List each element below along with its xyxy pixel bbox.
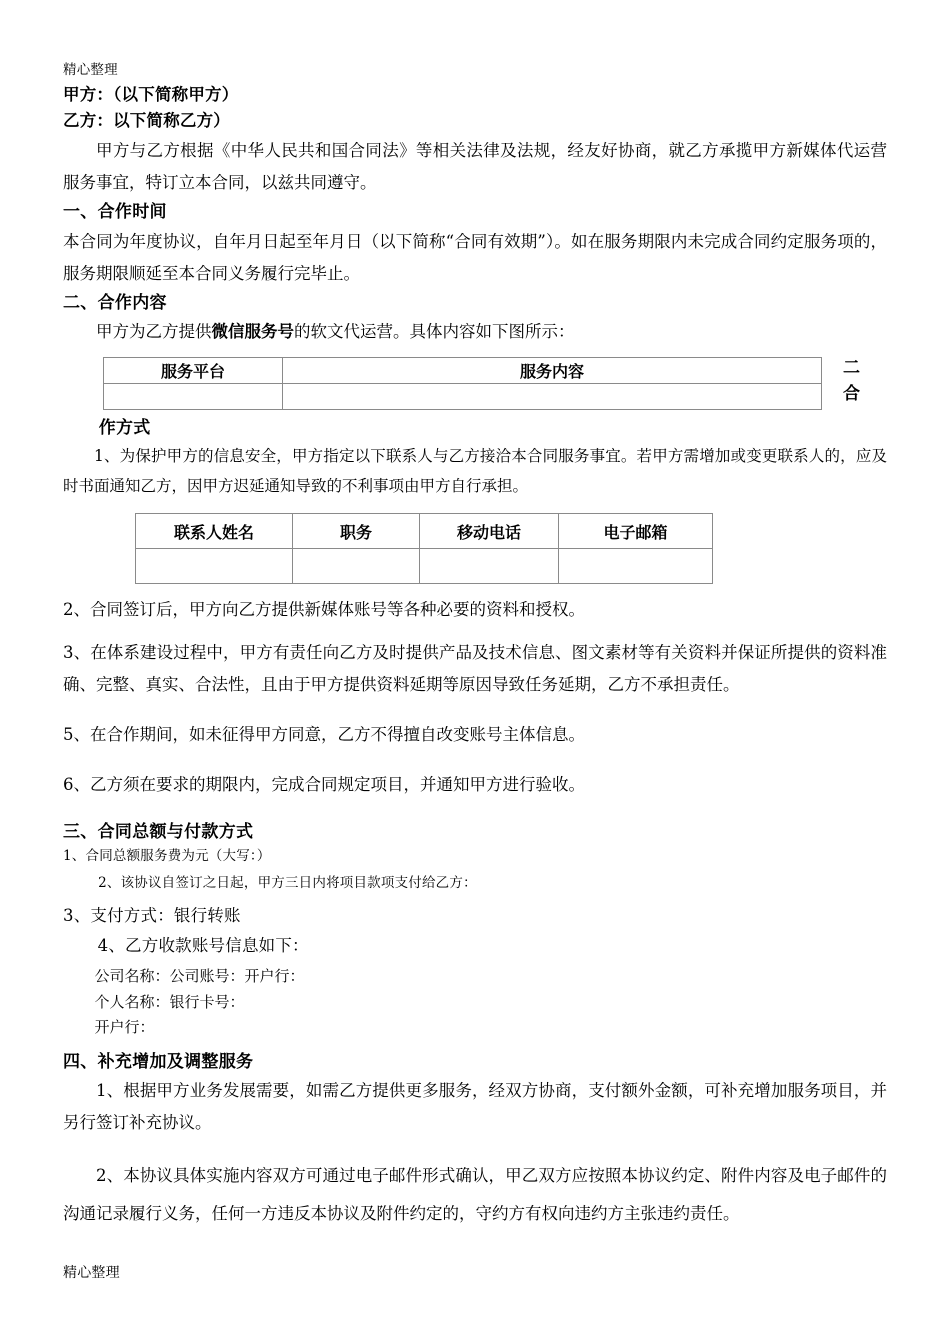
contact-table: [135, 513, 713, 584]
contact-table-header-email: 电子邮箱: [559, 514, 713, 549]
section-2-item-3: 3、在体系建设过程中，甲方有责任向乙方及时提供产品及技术信息、图文素材等有关资料并保证所提供的资料准确、完整、真实、合法性，且由于甲方提供资料延期等原因导致任务延期，乙方不承担责任。: [63, 642, 887, 694]
section-3-item-1: 1、合同总额服务费为元（大写：）: [63, 847, 271, 864]
watermark-top: 精心整理: [63, 62, 118, 78]
contact-table-header-title: 职务: [293, 514, 420, 549]
section-3-heading: 三、合同总额与付款方式: [63, 822, 254, 843]
section-2-intro-suffix: 的软文代运营。具体内容如下图所示：: [294, 322, 575, 342]
account-line-company: 公司名称：公司账号：开户行：: [94, 967, 305, 986]
contact-table-header-mobile: 移动电话: [420, 514, 559, 549]
contact-table-cell-email[interactable]: [559, 549, 713, 584]
section-2-intro-highlight: 微信服务号: [211, 322, 294, 342]
table-row: [104, 383, 822, 409]
service-table-header-platform: 服务平台: [104, 357, 283, 383]
contact-table-region: [63, 513, 887, 584]
table-row: [104, 357, 822, 383]
wrapped-heading-char-1: 二: [843, 357, 860, 378]
section-4-heading: 四、补充增加及调整服务: [63, 1051, 254, 1072]
section-3-item-3: 3、支付方式：银行转账: [63, 905, 241, 925]
section-3-item-4: 4、乙方收款账号信息如下：: [97, 936, 309, 956]
wrapped-heading-chars: [843, 355, 883, 408]
section-2-heading: 二、合作内容: [63, 293, 167, 314]
service-table-region: [63, 357, 887, 415]
contact-table-header-name: 联系人姓名: [136, 514, 293, 549]
preamble-paragraph: 甲方与乙方根据《中华人民共和国合同法》等相关法律及法规，经友好协商，就乙方承揽甲方新媒体代运营服务事宜，特订立本合同，以兹共同遵守。: [63, 141, 887, 193]
contact-table-cell-title[interactable]: [293, 549, 420, 584]
service-table-cell-platform[interactable]: [104, 383, 283, 409]
service-table-cell-content[interactable]: [283, 383, 822, 409]
table-row: [136, 549, 713, 584]
party-a-line: 甲方：（以下简称甲方）: [63, 84, 239, 104]
section-2-item-6: 6、乙方须在要求的期限内，完成合同规定项目，并通知甲方进行验收。: [63, 775, 585, 795]
document-body: [63, 60, 887, 1284]
service-table: [103, 357, 822, 410]
wrapped-heading-char-2: 合: [843, 383, 860, 404]
section-1-body: 本合同为年度协议，自年月日起至年月日（以下简称“合同有效期”）。如在服务期限内未完成合同约定服务项的，服务期限顺延至本合同义务履行完毕止。: [63, 231, 887, 283]
section-2-item-5: 5、在合作期间，如未征得甲方同意，乙方不得擅自改变账号主体信息。: [63, 724, 585, 744]
watermark-bottom: 精心整理: [63, 1264, 120, 1281]
section-2-intro-prefix: 甲方为乙方提供: [96, 322, 212, 342]
account-line-bank: 开户行：: [94, 1018, 155, 1037]
section-4-item-2: 2、本协议具体实施内容双方可通过电子邮件形式确认，甲乙双方应按照本协议约定、附件内容及电子邮件的沟通记录履行义务，任何一方违反本协议及附件约定的，守约方有权向违约方主张违约责任。: [63, 1166, 887, 1223]
section-2-item-2: 2、合同签订后，甲方向乙方提供新媒体账号等各种必要的资料和授权。: [63, 600, 585, 620]
section-1-heading: 一、合作时间: [63, 202, 167, 223]
service-table-header-content: 服务内容: [283, 357, 822, 383]
party-b-line: 乙方：以下简称乙方）: [63, 111, 230, 131]
section-3-item-2: 2、该协议自签订之日起，甲方三日内将项目款项支付给乙方：: [98, 875, 477, 892]
section-2-intro: [63, 316, 887, 348]
section-2-item-1: 1、为保护甲方的信息安全，甲方指定以下联系人与乙方接洽本合同服务事宜。若甲方需增加或变更联系人的，应及时书面通知乙方，因甲方迟延通知导致的不利事项由甲方自行承担。: [63, 446, 887, 496]
account-line-personal: 个人名称：银行卡号：: [94, 992, 245, 1011]
section-4-item-1: 1、根据甲方业务发展需要，如需乙方提供更多服务，经双方协商，支付额外金额，可补充增加服务项目，并另行签订补充协议。: [63, 1081, 887, 1133]
wrapped-heading-tail: 作方式: [98, 417, 151, 438]
contact-table-cell-name[interactable]: [136, 549, 293, 584]
contact-table-cell-mobile[interactable]: [420, 549, 559, 584]
table-row: [136, 514, 713, 549]
